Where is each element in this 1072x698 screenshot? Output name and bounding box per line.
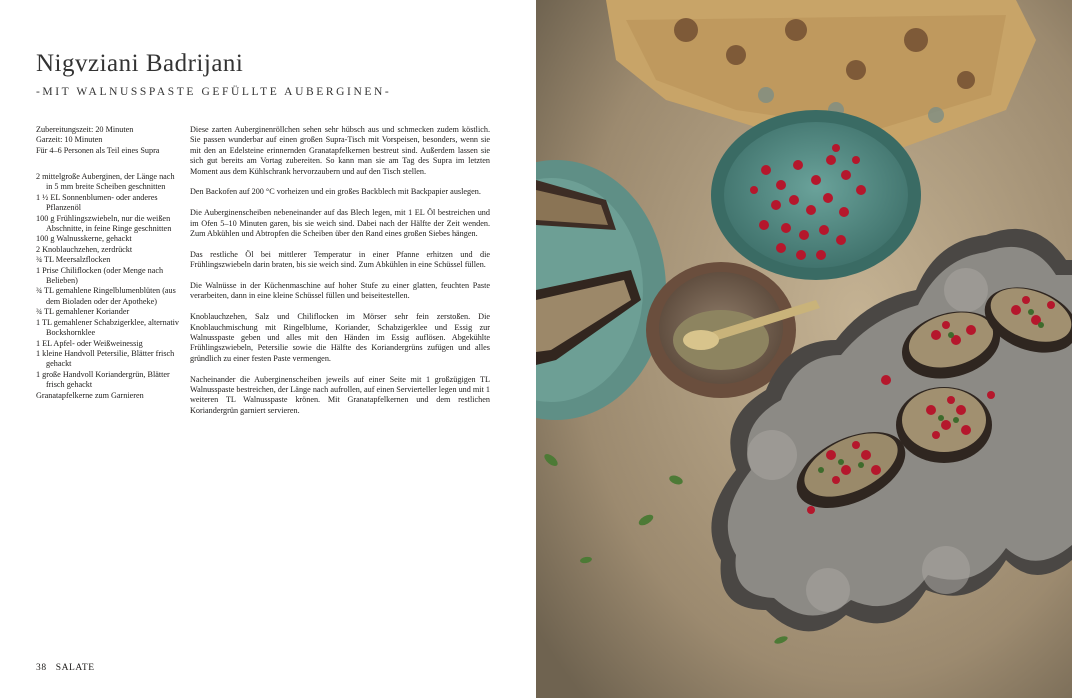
ingredient-item: 1 große Handvoll Koriandergrün, Blätter frisch gehackt [36,369,170,390]
ingredient-item: ¾ TL gemahlener Koriander [36,307,130,317]
page-number: 38 [36,663,47,673]
food-photo-illustration [536,0,1072,698]
ingredient-item: 1 ½ EL Sonnenblumen- oder anderes Pflanzenöl [36,192,158,213]
ingredient-item: 1 EL Apfel- oder Weißweinessig [36,338,143,348]
method-paragraph: Diese zarten Auberginenröllchen sehen sehr hübsch aus und schmecken zudem köstlich. Sie passen wunderbar auf einen großen Supra-Tisch mit Vorspeisen, besonders, wenn sie mit den an Edelsteine erinnernden Granatapfelkernen bestreut sind. Außerdem lassen sie sich gut bereits am Vortag zubereiten. So kann man sie am Tag des Supra im letzten Moment aus dem Kühlschrank hervorzaubern und auf den Tisch stellen. [190,125,490,176]
method-paragraph: Den Backofen auf 200 °C vorheizen und ein großes Backblech mit Backpapier auslegen. [190,187,481,197]
method-text [190,125,490,427]
prep-time: Zubereitungszeit: 20 Minuten [36,125,134,134]
ingredient-item: ¾ TL gemahlene Ringelblumenblüten (aus dem Bioladen oder der Apotheke) [36,286,176,306]
ingredient-item: 100 g Frühlingszwiebeln, nur die weißen Abschnitte, in feine Ringe geschnitten [36,213,172,234]
method-paragraph: Die Auberginenscheiben nebeneinander auf das Blech legen, mit 1 EL Öl bestreichen und im Ofen 5–10 Minuten garen, bis sie weich sind. Dabei nach der Hälfte der Zeit wenden. Zum Abkühlen und Abtropfen die Scheiben über den Rand eines großen Siebes hängen. [190,208,490,239]
method-paragraph: Die Walnüsse in der Küchenmaschine auf hoher Stufe zu einer glatten, feuchten Paste verarbeiten, dann in eine kleine Schüssel füllen und beiseitestellen. [190,281,490,301]
ingredient-item: 1 Prise Chiliflocken (oder Menge nach Belieben) [36,265,164,286]
page-footer [36,663,95,673]
method-paragraph: Das restliche Öl bei mittlerer Temperatur in einer Pfanne erhitzen und die Frühlingszwiebeln darin braten, bis sie weich sind. Zum Abkühlen in eine Schüssel füllen. [190,249,490,270]
recipe-title: Nigvziani Badrijani [36,50,244,77]
ingredient-item: 2 mittelgroße Auberginen, der Länge nach in 5 mm breite Scheiben geschnitten [36,172,175,192]
ingredient-item: ¾ TL Meersalzflocken [36,255,111,265]
recipe-subtitle: -MIT WALNUSSPASTE GEFÜLLTE AUBERGINEN- [36,86,392,98]
pomegranate-bowl [711,110,921,280]
recipe-meta [36,125,181,156]
ingredient-item: 1 kleine Handvoll Petersilie, Blätter frisch gehackt [36,348,175,369]
food-photo [536,0,1072,698]
ingredient-item: Granatapfelkerne zum Garnieren [36,390,144,400]
ingredient-item: 2 Knoblauchzehen, zerdrückt [36,244,133,254]
servings: Für 4–6 Personen als Teil eines Supra [36,145,160,155]
ingredient-list [36,172,181,401]
method-paragraph: Nacheinander die Auberginenscheiben jeweils auf einer Seite mit 1 großzügigen TL Walnusspaste bestreichen, der Länge nach aufrollen, auf einen Servierteller legen und mit 1 weiteren TL Walnusspaste krönen. Mit Granatapfelkernen und dem restlichen Koriandergrün garniert servieren. [190,374,490,415]
ingredient-item: 1 TL gemahlener Schabzigerklee, alternativ Bockshornklee [36,317,179,338]
cook-time: Garzeit: 10 Minuten [36,135,103,145]
ingredient-item: 100 g Walnusskerne, gehackt [36,234,132,244]
section-name: SALATE [55,663,95,673]
method-paragraph: Knoblauchzehen, Salz und Chiliflocken im Mörser sehr fein zerstoßen. Die Knoblauchmischung mit Ringelblume, Koriander, Schabzigerklee und Essig zur Walnusspaste geben und alles mit den Händen im Essig auflösen. Abgekühlte Frühlingszwiebeln, Petersilie sowie die Hälfte des Koriandergrüns zufügen und alles gründlich zu einer festen Paste vermengen. [190,312,490,363]
